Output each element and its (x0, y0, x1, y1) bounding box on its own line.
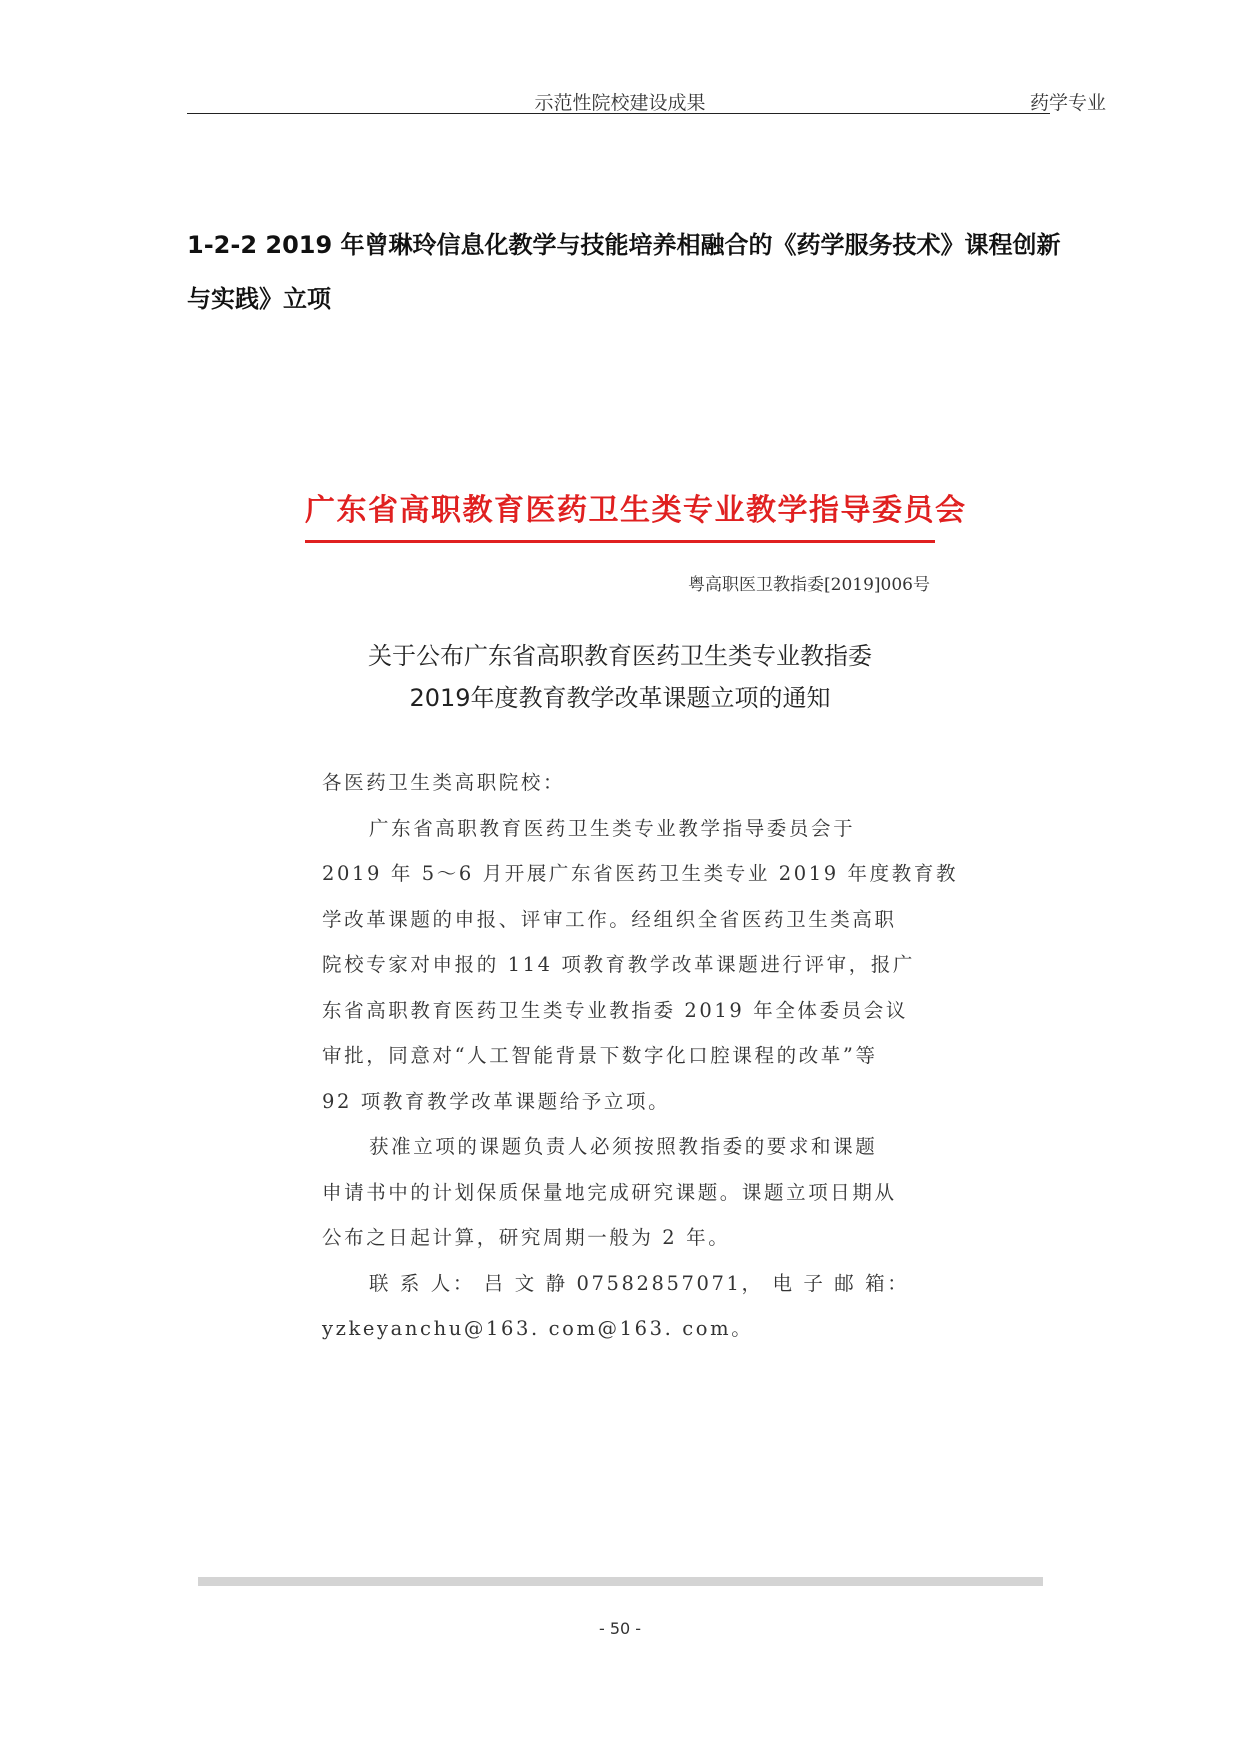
section-heading-line-2: 与实践》立项 (187, 285, 331, 313)
email-line: yzkeyanchu@163. com@163. com。 (322, 1317, 754, 1340)
notice-body (322, 760, 959, 1352)
paragraph-line: 申请书中的计划保质保量地完成研究课题。课题立项日期从 (322, 1180, 897, 1204)
notice-title-line-2: 2019年度教育教学改革课题立项的通知 (409, 684, 831, 712)
section-heading-line-1: 1-2-2 2019 年曾琳玲信息化教学与技能培养相融合的《药学服务技术》课程创新 (187, 231, 1061, 259)
paragraph-line: 公布之日起计算，研究周期一般为 2 年。 (322, 1226, 731, 1249)
paragraph-line: 2019 年 5～6 月开展广东省医药卫生类专业 2019 年度教育教 (322, 862, 959, 885)
paragraph-line: 广东省高职教育医药卫生类专业教学指导委员会于 (369, 816, 856, 840)
page-number: - 50 - (598, 1619, 642, 1638)
paragraph-line: 院校专家对申报的 114 项教育教学改革课题进行评审，报广 (322, 953, 916, 976)
header-divider (187, 113, 1050, 114)
scanned-notice (290, 470, 967, 1370)
document-number: 粤高职医卫教指委[2019]006号 (688, 575, 930, 595)
salutation: 各医药卫生类高职院校： (322, 771, 566, 794)
footer-bar (198, 1577, 1043, 1586)
contact-line: 联 系 人： 吕 文 静 07582857071， 电 子 邮 箱： (369, 1271, 910, 1295)
notice-title (290, 635, 950, 719)
header-major: 药学专业 (1030, 92, 1107, 114)
notice-title-line-1: 关于公布广东省高职教育医药卫生类专业教指委 (368, 642, 872, 670)
header-title: 示范性院校建设成果 (534, 92, 706, 114)
paragraph-line: 学改革课题的申报、评审工作。经组织全省医药卫生类高职 (322, 907, 897, 931)
paragraph-line: 审批，同意对“人工智能背景下数字化口腔课程的改革”等 (322, 1044, 878, 1067)
letterhead-divider (305, 540, 935, 543)
org-letterhead: 广东省高职教育医药卫生类专业教学指导委员会 (305, 493, 967, 528)
paragraph-line: 获准立项的课题负责人必须按照教指委的要求和课题 (369, 1135, 878, 1158)
paragraph-line: 东省高职教育医药卫生类专业教指委 2019 年全体委员会议 (322, 998, 908, 1022)
section-heading (187, 218, 1067, 326)
paragraph-line: 92 项教育教学改革课题给予立项。 (322, 1089, 671, 1113)
